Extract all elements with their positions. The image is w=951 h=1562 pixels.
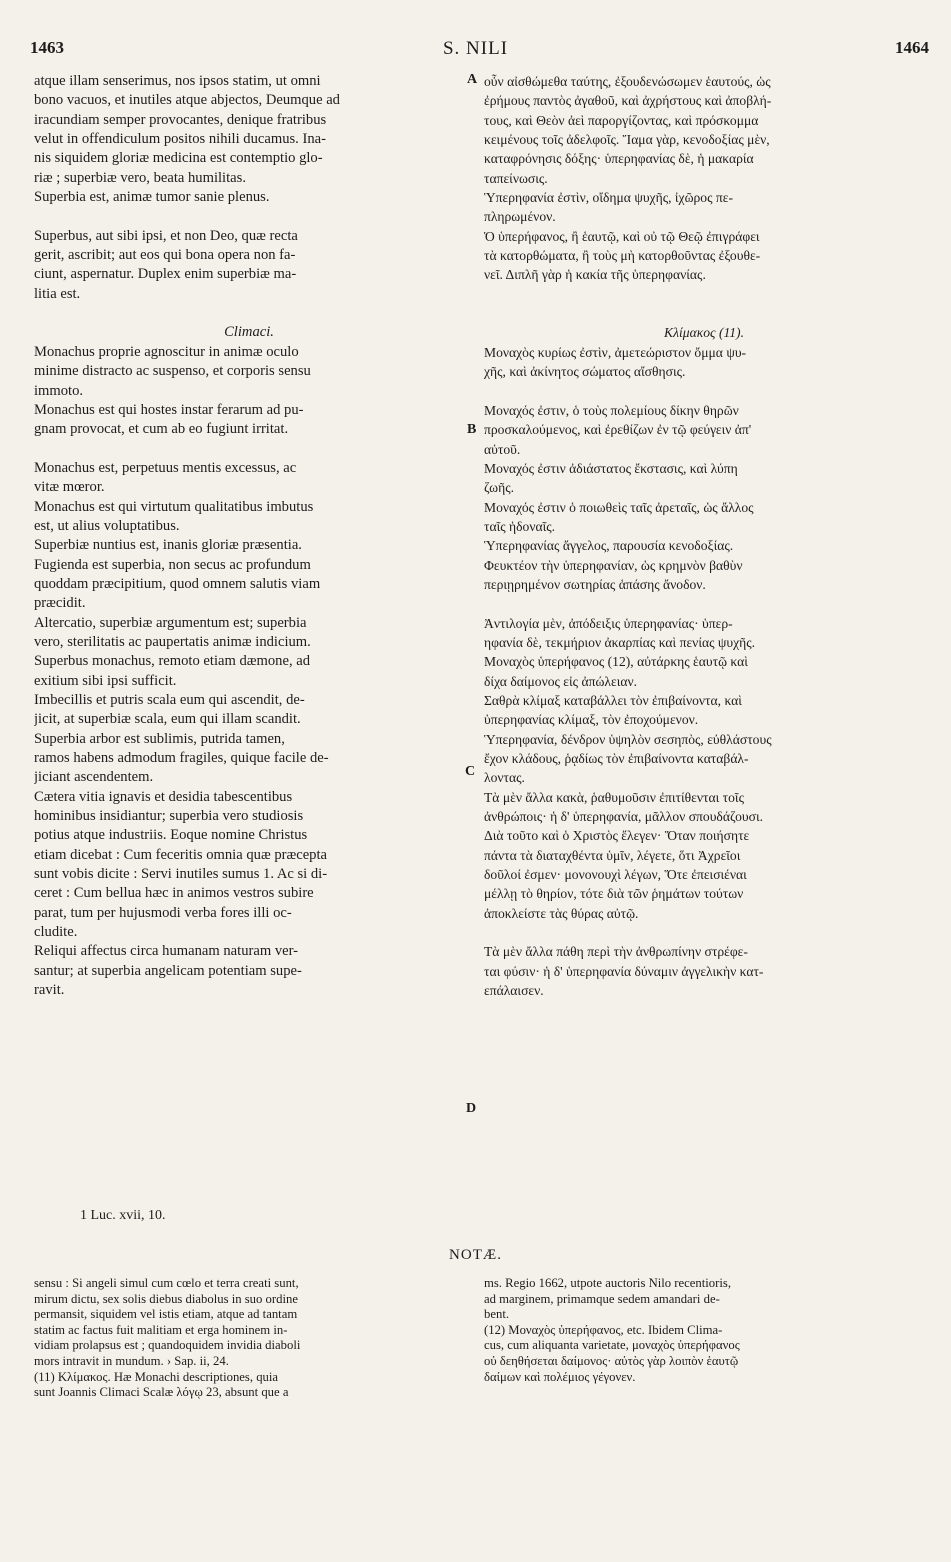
text-line: ἐρήμους παντὸς ἀγαθοῦ, καὶ ἀχρήστους καὶ ἀποβλή- [484,93,772,109]
text-line: cludite. [34,924,78,941]
page-number-left: 1463 [30,38,64,57]
text-line: ζωῆς. [484,480,514,496]
margin-marker-d: D [466,1101,477,1116]
text-line: parat, tum per hujusmodi verba fores illi oc- [34,904,292,921]
text-line [484,594,924,613]
footnote: 1 Luc. xvii, 10. [80,1208,166,1223]
note-line: οὐ δεηθήσεται δαίμονος· αὐτὸς γὰρ λοιπὸν ἑαυτῷ [484,1353,739,1368]
text-line: exitium sibi ipsi sufficit. [34,672,177,689]
text-line: jiciant ascendentem. [34,769,154,786]
text-line [484,923,924,942]
text-line: etiam dicebat : Cum feceritis omnia quæ præcepta [34,846,328,863]
text-line: ηφανία δὲ, τεκμήριον ἀκαρπίας καὶ πενίας ψυχῆς. [484,634,756,650]
notes-title: NOTÆ. [449,1247,502,1263]
text-line: Σαθρὰ κλίμαξ καταβάλλει τὸν ἐπιβαίνοντα, καὶ [484,693,742,708]
text-line: τους, καὶ Θεὸν ἀεὶ παροργίζοντας, καὶ πρόσκομμα [484,112,759,128]
note-line: statim ac factus fuit malitiam et erga hominem in- [34,1322,288,1337]
text-line: ramos habens admodum fragiles, quique facile de- [34,750,329,767]
text-line: Imbecillis et putris scala eum qui ascendit, de- [34,692,305,708]
text-line: ταῖς ἡδοναῖς. [484,518,556,534]
text-line: επάλαισεν. [484,983,544,999]
text-line: Monachus est qui virtutum qualitatibus imbutus [34,498,314,515]
text-line: Superbus, aut sibi ipsi, et non Deo, quæ recta [34,227,298,244]
text-line: immoto. [34,382,84,399]
note-line: permansit, siquidem vel istis etiam, atque ad tantam [34,1307,298,1322]
text-line: potius atque industriis. Eoque nomine Christus [34,827,308,844]
text-line: πάντα τὰ διαταχθέντα ὑμῖν, λέγετε, ὅτι Ἀχρεῖοι [484,847,741,863]
text-line [34,304,464,323]
notes-left-column [34,1276,464,1401]
text-line: Superbiæ nuntius est, inanis gloriæ præsentia. [34,537,302,554]
text-line: Ὁ ὑπερήφανος, ἢ ἑαυτῷ, καὶ οὐ τῷ Θεῷ ἐπιγράφει [484,228,760,244]
text-line: ται φύσιν· ἡ δ' ὑπερηφανία δύναμιν ἀγγελικὴν κατ- [484,963,764,979]
text-line: gerit, ascribit; aut eos qui bona opera non fa- [34,247,296,264]
text-line: Altercatio, superbiæ argumentum est; superbia [34,614,307,631]
greek-column [484,72,924,1001]
text-line: Monachus est, perpetuus mentis excessus, ac [34,459,297,476]
latin-column [34,72,464,1001]
text-line: Superbus monachus, remoto etiam dæmone, ad [34,653,311,670]
text-line: δοῦλοί ἐσμεν· μονονουχὶ λέγων, Ὅτε ἐπεισιέναι [484,867,747,883]
text-line [484,382,924,401]
text-line: Κλίμακος (11). [664,325,744,341]
text-line: ταπείνωσις. [484,170,548,186]
running-title: S. NILI [442,38,509,59]
text-line: ravit. [34,982,65,999]
text-line: Ὑπερηφανία ἐστὶν, οἴδημα ψυχῆς, ἰχῶρος πε- [484,190,733,206]
text-line: Μοναχὸς ὑπερήφανος (12), αὐτάρκης ἑαυτῷ καὶ [484,654,748,670]
text-line: ciunt, aspernatur. Duplex enim superbiæ ma- [34,266,297,283]
margin-marker-c: C [465,764,476,779]
text-line: μέλλῃ τὸ θηρίον, τότε διὰ τῶν ῥημάτων τούτων [484,886,744,902]
text-line: Monachus proprie agnoscitur in animæ oculo [34,343,299,360]
text-line: Μοναχὸς κυρίως ἐστὶν, ἀμετεώριστον ὄμμα ψυ- [484,344,747,360]
text-line: Ὑπερηφανία, δένδρον ὑψηλὸν σεσηπὸς, εὐθλάστους [484,731,772,747]
text-line: περιῃρημένον σωτηρίας ἁπάσης ἄνοδον. [484,576,706,592]
text-line: Superbia arbor est sublimis, putrida tamen, [34,730,285,747]
text-line: jicit, at superbiæ scala, eum qui illam scandit. [34,711,301,728]
text-line: Superbia est, animæ tumor sanie plenus. [34,189,270,206]
text-line: gnam provocat, et cum ab eo fugiunt irritat. [34,421,289,438]
text-line: atque illam senserimus, nos ipsos statim, ut omni [34,73,321,89]
margin-marker-b: B [467,422,477,437]
text-line: Μοναχός ἐστιν, ὁ τοὺς πολεμίους δίκην θηρῶν [484,402,739,418]
text-line: λοντας. [484,770,525,786]
text-line: δίχα δαίμονος εἰς ἀπώλειαν. [484,673,638,689]
margin-marker-a: A [467,72,478,87]
text-line: Reliqui affectus circa humanam naturam ver- [34,943,299,960]
note-line: mors intravit in mundum. › Sap. ii, 24. [34,1353,229,1368]
text-line: præcidit. [34,595,86,612]
text-line: Τὰ μὲν ἄλλα πάθη περὶ τὴν ἀνθρωπίνην στρέφε- [484,944,748,960]
text-line: ceret : Cum bellua hæc in animos vestros subire [34,885,314,902]
note-line: cus, cum aliquanta varietate, μοναχὸς ὑπερήφανος [484,1338,740,1353]
note-line: (12) Μοναχὸς ὑπερήφανος, etc. Ibidem Clima- [484,1322,723,1337]
text-line: Τὰ μὲν ἄλλα κακὰ, ῥαθυμοῦσιν ἐπιτίθενται τοῖς [484,789,744,805]
text-line: nis siquidem gloriæ medicina est contemptio glo- [34,150,323,167]
note-line: mirum dictu, sex solis diebus diabolus in suo ordine [34,1291,298,1306]
text-line: vitæ mœror. [34,479,105,496]
text-line: velut in offendiculum positos nihili ducamus. Ina- [34,131,326,148]
notes-right-column [484,1276,924,1385]
text-line: Ἀντιλογία μὲν, ἀπόδειξις ὑπερηφανίας· ὑπερ- [484,615,733,631]
text-line [34,440,464,459]
note-line: (11) Κλίμακος. Hæ Monachi descriptiones, quia [34,1369,279,1384]
text-line: κειμένους τοῖς ἀδελφοῖς. Ἴαμα γὰρ, κενοδοξίας μὲν, [484,132,770,148]
text-line [484,304,924,323]
text-line [34,207,464,226]
text-line: ἀνθρώποις· ἡ δ' ὑπερηφανία, μᾶλλον σπουδάζουσι. [484,809,763,825]
text-line: Cætera vitia ignavis et desidia tabescentibus [34,788,293,805]
text-line: πληρωμένον. [484,209,556,225]
text-line: hominibus insidiantur; superbia vero studiosis [34,808,304,825]
text-line [484,285,924,304]
text-line: vero, sterilitatis ac paupertatis animæ indicium. [34,633,311,650]
note-line: sunt Joannis Climaci Scalæ λόγῳ 23, absunt que a [34,1385,289,1400]
text-line: ἔχον κλάδους, ῥᾳδίως τὸν ἐπιβαίνοντα καταβάλ- [484,751,749,767]
text-line: litia est. [34,285,81,302]
text-line: santur; at superbia angelicam potentiam supe- [34,962,302,979]
text-line: quoddam præcipitium, quod omnem salutis viam [34,575,321,592]
text-line: bono vacuos, et inutiles atque abjectos, Deumque ad [34,92,340,109]
text-line: Φευκτέον τὴν ὑπερηφανίαν, ὡς κρημνὸν βαθὺν [484,557,743,573]
text-line: ὑπερηφανίας κλίμαξ, τὸν ἐποχούμενον. [484,712,699,728]
note-line: sensu : Si angeli simul cum cœlo et terra creati sunt, [34,1276,299,1290]
page-number-right: 1464 [895,38,929,57]
text-line: Fugienda est superbia, non secus ac profundum [34,556,311,573]
text-line: Monachus est qui hostes instar ferarum ad pu- [34,401,304,418]
note-line: ad marginem, primamque sedem amandari de- [484,1291,720,1306]
text-line: minime distracto ac suspenso, et corporis sensu [34,363,311,380]
text-line: Διὰ τοῦτο καὶ ὁ Χριστὸς ἔλεγεν· Ὅταν ποιήσητε [484,828,750,844]
note-line: vidiam prolapsus est ; quandoquidem invidia diaboli [34,1338,301,1353]
text-line: est, ut alius voluptatibus. [34,517,180,534]
text-line: ἀποκλείστε τὰς θύρας αὐτῷ. [484,905,639,921]
text-line: Μοναχός ἐστιν ἀδιάστατος ἔκστασις, καὶ λύπη [484,460,738,476]
text-line: Climaci. [224,324,274,341]
text-line: χῆς, καὶ ἀκίνητος σώματος αἴσθησις. [484,364,686,380]
text-line: Ὑπερηφανίας ἄγγελος, παρουσία κενοδοξίας. [484,538,734,554]
text-line: Μοναχός ἐστιν ὁ ποιωθεὶς ταῖς ἀρεταῖς, ὡς ἄλλος [484,499,754,515]
note-line: δαίμων καὶ πολέμιος γέγονεν. [484,1369,636,1384]
text-line: προσκαλούμενος, καὶ ἐρεθίζων ἐν τῷ φεύγειν ἀπ' [484,422,752,438]
text-line: τὰ κατορθώματα, ἢ τοὺς μὴ κατορθοῦντας ἐξουθε- [484,248,761,264]
text-line: νεῖ. Διπλῆ γὰρ ἡ κακία τῆς ὑπερηφανίας. [484,267,706,283]
note-line: bent. [484,1307,510,1322]
text-line: καταφρόνησις δόξης· ὑπερηφανίας δὲ, ἡ μακαρία [484,151,754,167]
text-line: riæ ; superbiæ vero, beata humilitas. [34,169,246,186]
note-line: ms. Regio 1662, utpote auctoris Nilo recentioris, [484,1276,732,1290]
text-line: οὖν αἰσθώμεθα ταύτης, ἐξουδενώσωμεν ἑαυτούς, ὡς [484,74,771,89]
text-line: αὐτοῦ. [484,441,521,457]
text-line: sunt vobis dicite : Servi inutiles sumus 1. Ac si di- [34,866,328,883]
text-line: iracundiam semper provocantes, denique fratribus [34,111,327,128]
